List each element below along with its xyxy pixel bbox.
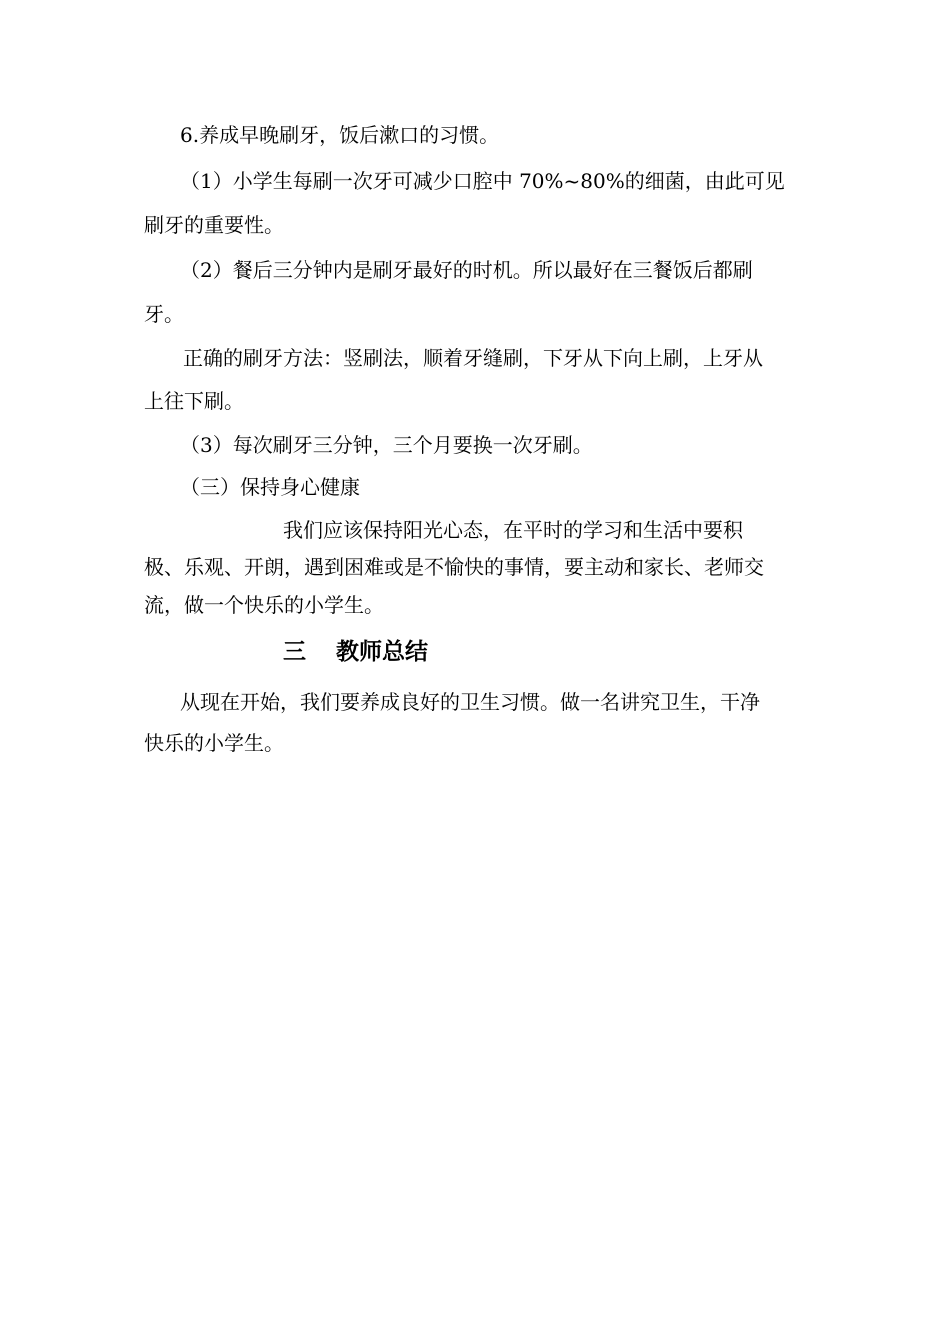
brushing-method-line-1: 正确的刷牙方法：竖刷法，顺着牙缝刷，下牙从下向上刷，上牙从 <box>183 346 763 370</box>
part-3-title: 教师总结 <box>336 639 428 665</box>
brushing-method-line-2: 上往下刷。 <box>144 389 244 413</box>
item-6-2-line-1: （2）餐后三分钟内是刷牙最好的时机。所以最好在三餐饭后都刷 <box>180 258 753 282</box>
summary-line-1: 从现在开始，我们要养成良好的卫生习惯。做一名讲究卫生，干净 <box>180 690 760 714</box>
item-6-text: 6.养成早晚刷牙，饭后漱口的习惯。 <box>180 123 500 147</box>
part-3-number: 三 <box>283 639 306 665</box>
section-3-line-2: 极、乐观、开朗，遇到困难或是不愉快的事情，要主动和家长、老师交 <box>144 555 764 579</box>
section-3-heading: （三）保持身心健康 <box>180 475 360 499</box>
section-3-line-1: 我们应该保持阳光心态，在平时的学习和生活中要积 <box>283 518 743 542</box>
section-3-line-3: 流，做一个快乐的小学生。 <box>144 593 384 617</box>
part-3-heading <box>283 638 428 666</box>
item-6-1-line-1: （1）小学生每刷一次牙可减少口腔中 70%~80%的细菌，由此可见 <box>180 169 785 193</box>
item-6-1-line-2: 刷牙的重要性。 <box>144 213 284 237</box>
item-6-3-text: （3）每次刷牙三分钟，三个月要换一次牙刷。 <box>180 433 593 457</box>
item-6-2-line-2: 牙。 <box>144 302 184 326</box>
summary-line-2: 快乐的小学生。 <box>144 731 284 755</box>
